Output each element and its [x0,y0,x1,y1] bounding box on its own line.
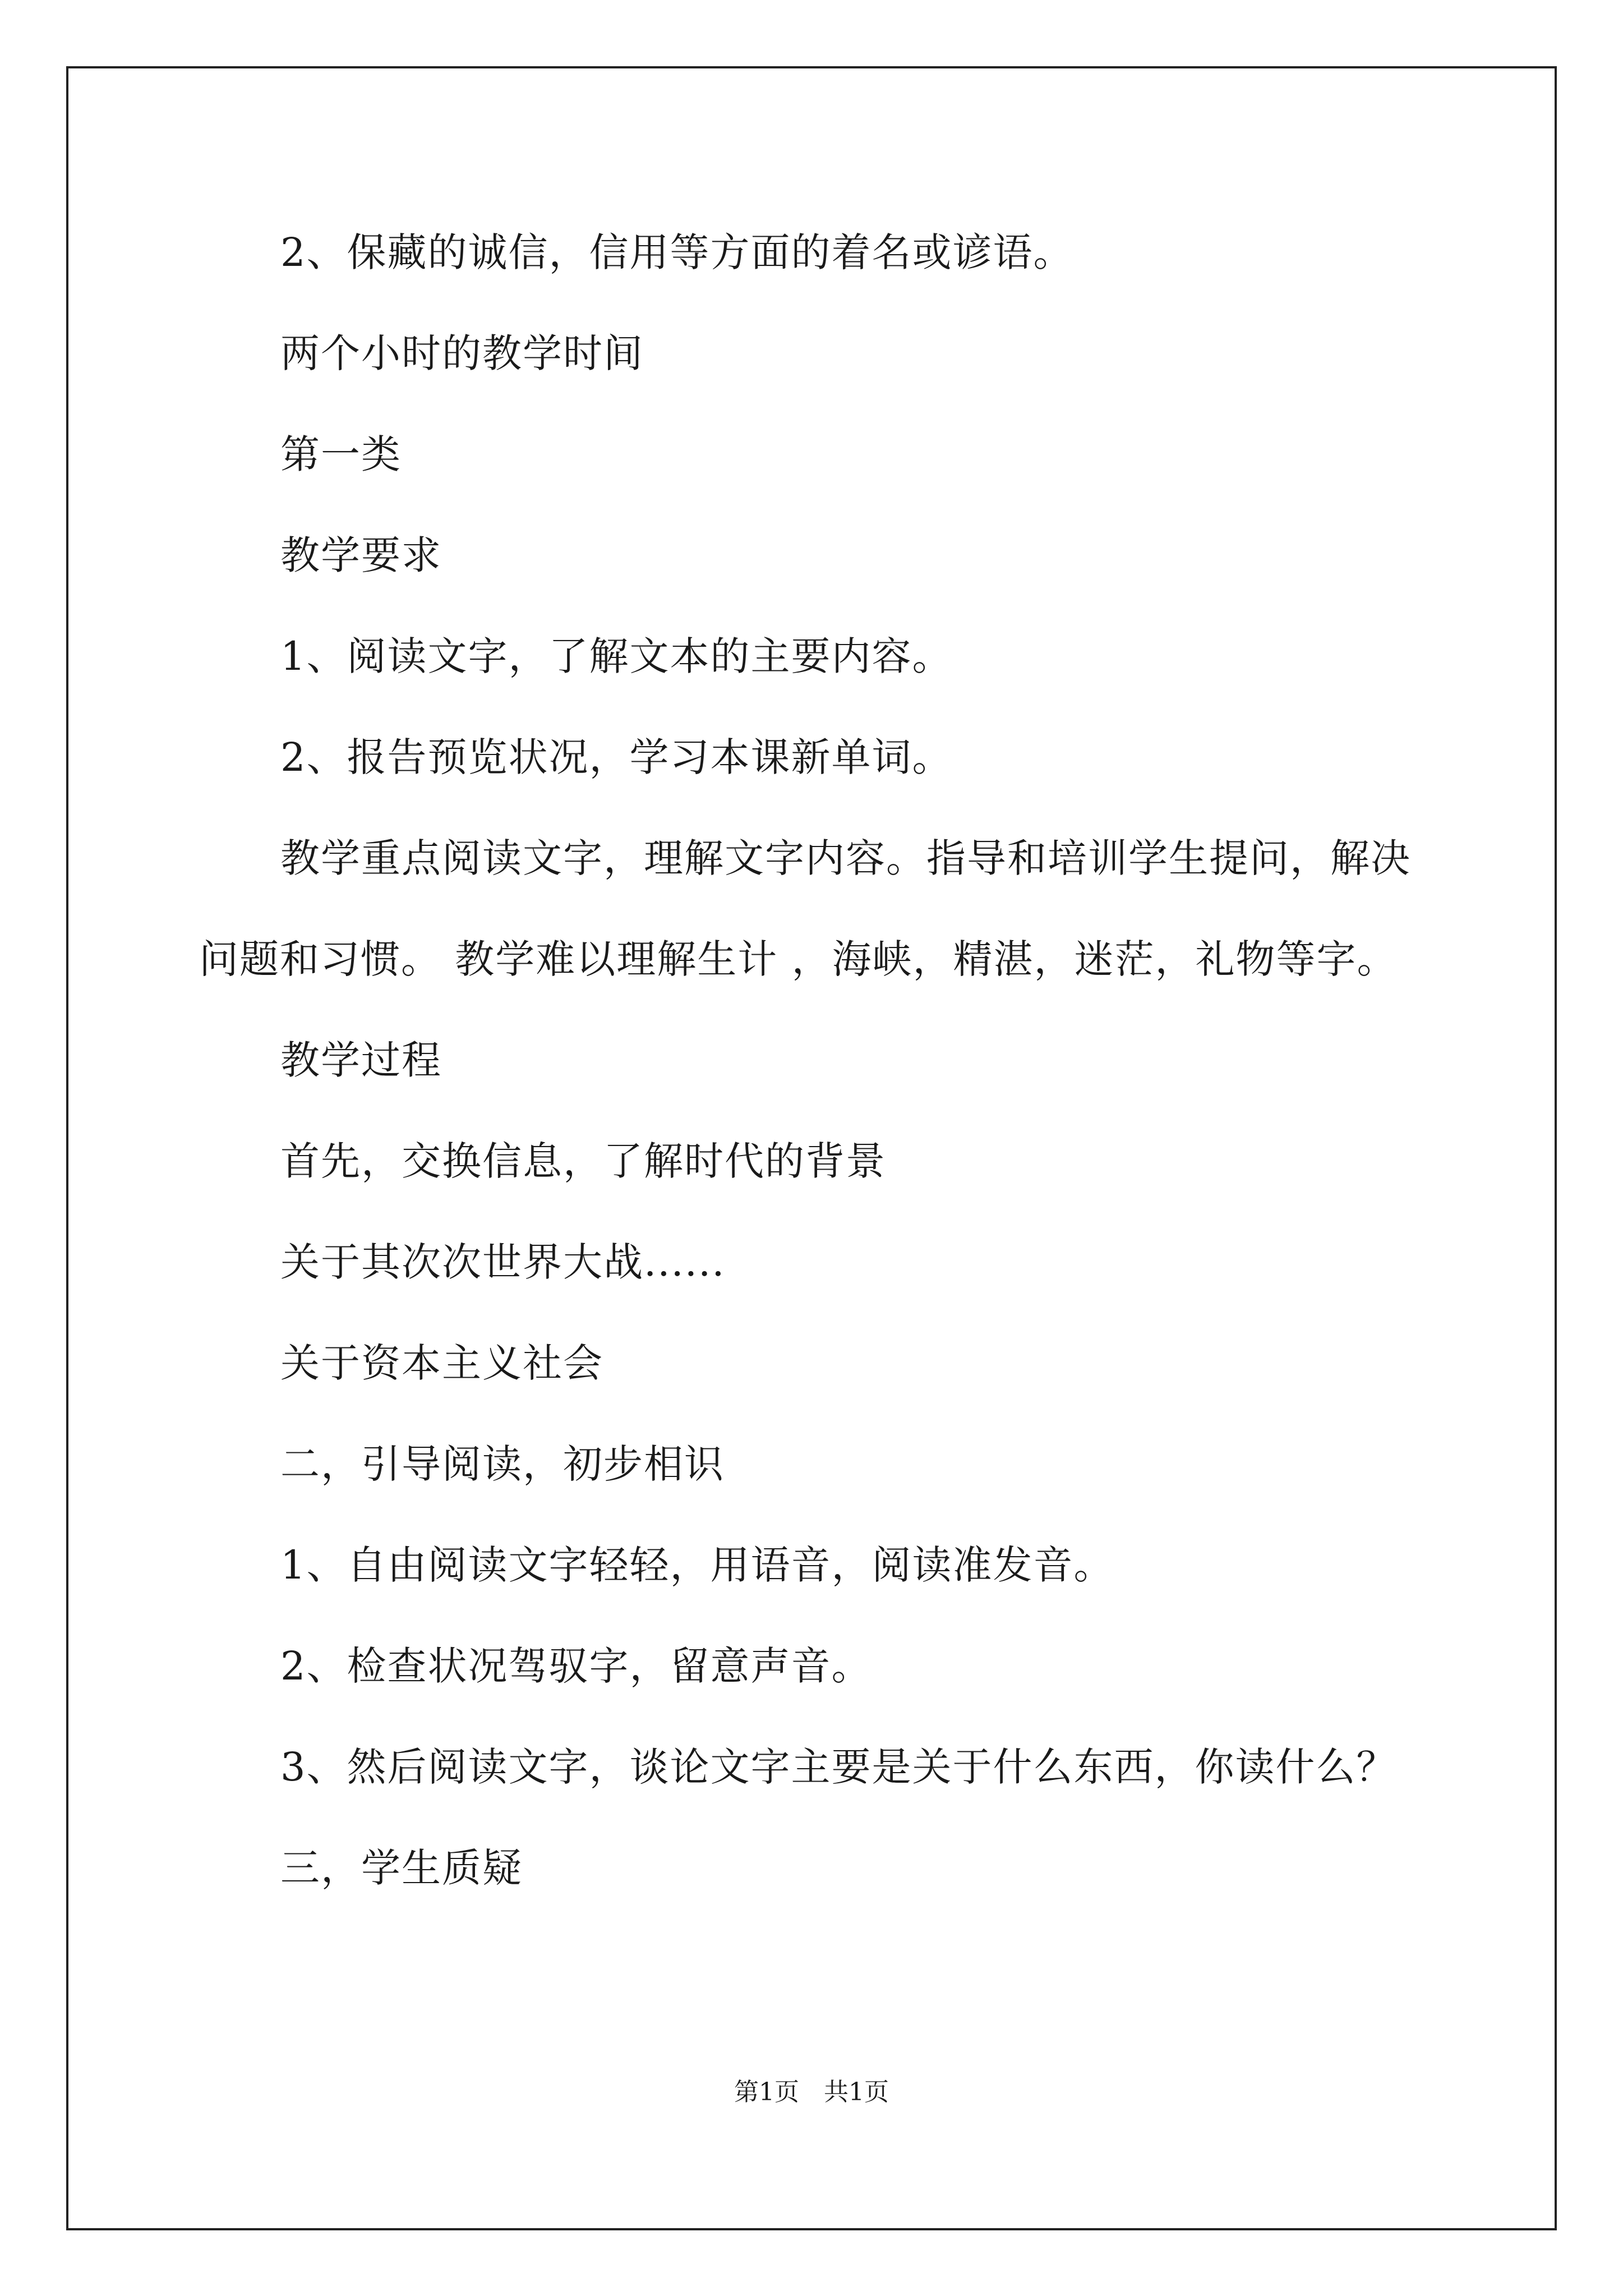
section-heading: 教学过程 [280,1037,442,1083]
page-footer: 第1页 共1页 [734,2078,889,2106]
paragraph: 1、自由阅读文字轻轻，用语音，阅读准发音。 [280,1542,1114,1588]
paragraph: 关于其次次世界大战...... [280,1239,726,1285]
paragraph: 三，学生质疑 [280,1845,523,1891]
paragraph-continuation: 问题和习惯。 教学难以理解生计 ，海峡，精湛，迷茫，礼物等字。 [199,936,1398,982]
paragraph: 1、阅读文字，了解文本的主要内容。 [280,633,953,679]
paragraph: 两个小时的教学时间 [280,330,644,376]
paragraph: 2、报告预览状况，学习本课新单词。 [280,734,953,780]
paragraph: 2、检查状况驾驭字，留意声音。 [280,1643,872,1689]
paragraph: 教学重点阅读文字，理解文字内容。指导和培训学生提问，解决 [280,835,1411,881]
paragraph: 3、然后阅读文字，谈论文字主要是关于什么东西，你读什么？ [280,1744,1397,1790]
paragraph: 二，引导阅读，初步相识 [280,1441,725,1487]
paragraph: 2、保藏的诚信，信用等方面的着名或谚语。 [280,229,1074,275]
section-heading: 教学要求 [280,532,442,578]
paragraph: 关于资本主义社会 [280,1340,603,1386]
paragraph: 首先，交换信息，了解时代的背景 [280,1138,886,1184]
paragraph: 第一类 [280,431,402,477]
